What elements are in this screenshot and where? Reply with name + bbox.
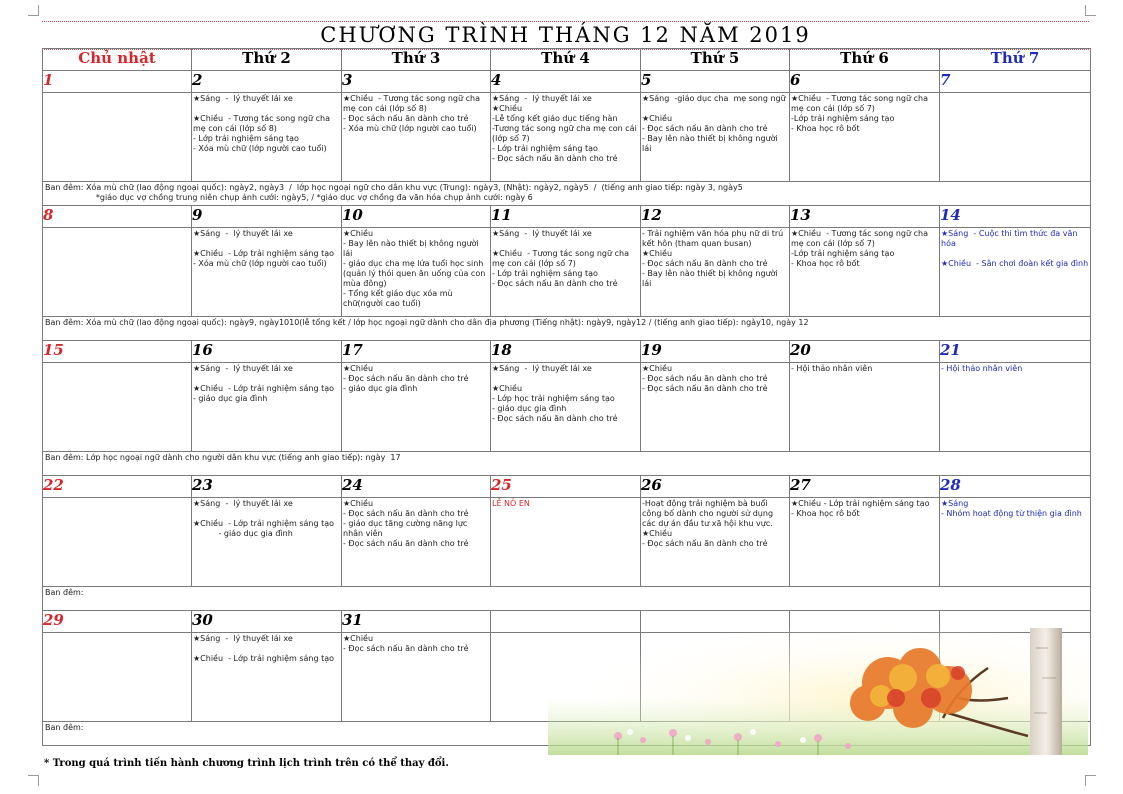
day-cell bbox=[43, 93, 192, 182]
day-activities: ★Sáng - lý thuyết lái xe ★Chiều - Lớp trải nghiệm sáng tạo bbox=[193, 634, 335, 663]
day-activities: ★Sáng - lý thuyết lái xe ★Chiều - Tương tác song ngữ cha mẹ con cái (lớp số 8) - Lớp trải nghiệm sáng tạo - Xóa mù chữ (lớp người cao tuổi) bbox=[193, 94, 330, 153]
date-number: 16 bbox=[192, 341, 342, 363]
weekday-header-row bbox=[43, 49, 1091, 71]
evening-schedule: Ban đêm: Lớp học ngoại ngữ dành cho người dân khu vực (tiếng anh giao tiếp): ngày 17 bbox=[45, 453, 401, 462]
day-cell bbox=[192, 498, 342, 587]
day-activities: ★Chiều - Đọc sách nấu ăn dành cho trẻ - giáo dục gia đình bbox=[343, 364, 469, 393]
day-cell bbox=[342, 93, 491, 182]
day-cell bbox=[641, 228, 790, 317]
day-cell bbox=[790, 498, 940, 587]
day-activities: ★Sáng - Cuộc thi tìm thức đa văn hóa ★Chiều - Sân chơi đoàn kết gia đình bbox=[941, 229, 1089, 268]
day-activities: ★Chiều - Đọc sách nấu ăn dành cho trẻ - giáo dục tăng cường năng lực nhân viên - Đọc sách nấu ăn dành cho trẻ bbox=[343, 499, 469, 548]
date-number: 6 bbox=[790, 71, 940, 93]
date-number: 31 bbox=[342, 611, 491, 633]
day-cell bbox=[491, 498, 641, 587]
day-activities bbox=[641, 633, 789, 634]
date-number bbox=[940, 611, 1091, 633]
date-number bbox=[491, 611, 641, 633]
evening-schedule: Ban đêm: Xóa mù chữ (lao động ngoại quốc): ngày9, ngày1010(lễ tổng kết / lớp học ngoại ngữ dành cho dân địa phương (Tiếng nhật): ngày9, ngày12 / (tiếng anh giao tiếp): ngày10, ngày 12 bbox=[45, 318, 809, 327]
date-row bbox=[43, 341, 1091, 363]
day-cell bbox=[940, 498, 1091, 587]
evening-schedule: Ban đêm: bbox=[45, 588, 84, 597]
day-activities: LỄ NÔ EN bbox=[492, 499, 530, 508]
date-number: 30 bbox=[192, 611, 342, 633]
day-activities bbox=[491, 633, 640, 634]
day-activities: - Hội thảo nhân viên bbox=[791, 364, 873, 373]
day-cell bbox=[641, 363, 790, 452]
day-cell bbox=[491, 228, 641, 317]
day-activities: ★Chiều - Tương tác song ngữ cha mẹ con cái (lớp số 7) -Lớp trải nghiệm sáng tạo - Khoa học rô bốt bbox=[791, 94, 928, 133]
day-activities: ★Sáng -giáo dục cha mẹ song ngữ ★Chiều - Đọc sách nấu ăn dành cho trẻ - Bay lên nào thiết bị không người lái bbox=[642, 94, 786, 153]
activity-row bbox=[43, 633, 1091, 722]
date-number: 15 bbox=[43, 341, 192, 363]
day-activities: ★Sáng - lý thuyết lái xe ★Chiều - Lớp trải nghiệm sáng tạo - giáo dục gia đình bbox=[193, 364, 335, 403]
day-cell bbox=[43, 228, 192, 317]
activity-row bbox=[43, 498, 1091, 587]
day-activities: ★Sáng - Nhóm hoạt động từ thiện gia đình bbox=[941, 499, 1082, 518]
day-activities: - Hội thảo nhân viên bbox=[941, 364, 1023, 373]
page-title: CHƯƠNG TRÌNH THÁNG 12 NĂM 2019 bbox=[42, 21, 1089, 50]
day-activities: ★Sáng - lý thuyết lái xe ★Chiều - Lớp học trải nghiệm sáng tạo - giáo dục gia đình - Đọc sách nấu ăn dành cho trẻ bbox=[492, 364, 618, 423]
day-activities: ★Chiều - Bay lên nào thiết bị không người lái - giáo dục cha mẹ lứa tuổi học sinh (quản lý thói quen ăn uống của con mùa đông) - Tổng kết giáo dục xóa mù chữ(người cao tuổi) bbox=[343, 229, 486, 308]
day-activities: ★Sáng - lý thuyết lái xe ★Chiều - Lớp trải nghiệm sáng tạo - giáo dục gia đình bbox=[193, 499, 335, 538]
date-number: 26 bbox=[641, 476, 790, 498]
weekday-header: Chủ nhật bbox=[43, 49, 192, 71]
date-number bbox=[790, 611, 940, 633]
date-number: 19 bbox=[641, 341, 790, 363]
day-cell bbox=[641, 498, 790, 587]
crop-mark-bottom-left bbox=[28, 775, 39, 786]
weekday-header: Thứ 5 bbox=[641, 49, 790, 71]
weekday-header: Thứ 6 bbox=[790, 49, 940, 71]
weekday-header: Thứ 4 bbox=[491, 49, 641, 71]
evening-cell bbox=[43, 452, 1091, 476]
date-number: 21 bbox=[940, 341, 1091, 363]
day-cell bbox=[491, 633, 641, 722]
evening-row bbox=[43, 722, 1091, 746]
date-number: 17 bbox=[342, 341, 491, 363]
day-cell bbox=[641, 93, 790, 182]
date-number: 3 bbox=[342, 71, 491, 93]
day-activities: ★Chiều - Tương tác song ngữ cha mẹ con cái (lớp số 8) - Đọc sách nấu ăn dành cho trẻ - Xóa mù chữ (lớp người cao tuổi) bbox=[343, 94, 480, 133]
activity-row bbox=[43, 93, 1091, 182]
date-row bbox=[43, 476, 1091, 498]
day-activities bbox=[43, 93, 191, 94]
evening-cell bbox=[43, 587, 1091, 611]
day-cell bbox=[342, 498, 491, 587]
date-number: 5 bbox=[641, 71, 790, 93]
weekday-header: Thứ 7 bbox=[940, 49, 1091, 71]
day-cell bbox=[491, 93, 641, 182]
calendar-table bbox=[42, 48, 1091, 746]
date-number: 29 bbox=[43, 611, 192, 633]
day-cell bbox=[342, 363, 491, 452]
day-cell bbox=[43, 498, 192, 587]
day-activities bbox=[43, 633, 191, 634]
day-cell bbox=[192, 363, 342, 452]
day-activities: ★Chiều - Tương tác song ngữ cha mẹ con cái (lớp số 7) -Lớp trải nghiệm sáng tạo - Khoa học rô bốt bbox=[791, 229, 928, 268]
day-cell bbox=[940, 633, 1091, 722]
day-activities: ★Chiều - Đọc sách nấu ăn dành cho trẻ - Đọc sách nấu ăn dành cho trẻ bbox=[642, 364, 768, 393]
evening-cell bbox=[43, 722, 1091, 746]
day-activities bbox=[790, 633, 939, 634]
day-cell bbox=[192, 93, 342, 182]
evening-row bbox=[43, 182, 1091, 206]
evening-row bbox=[43, 452, 1091, 476]
date-number: 2 bbox=[192, 71, 342, 93]
footnote: * Trong quá trình tiến hành chương trình lịch trình trên có thể thay đổi. bbox=[44, 758, 449, 769]
day-cell bbox=[641, 633, 790, 722]
day-activities: ★Sáng - lý thuyết lái xe ★Chiều - Lớp trải nghiệm sáng tạo - Xóa mù chữ (lớp người cao tuổi) bbox=[193, 229, 335, 268]
crop-mark-top-left bbox=[28, 5, 39, 16]
date-number: 25 bbox=[491, 476, 641, 498]
date-number: 20 bbox=[790, 341, 940, 363]
day-activities bbox=[940, 633, 1090, 634]
day-cell bbox=[342, 633, 491, 722]
date-row bbox=[43, 71, 1091, 93]
day-activities: ★Chiều - Đọc sách nấu ăn dành cho trẻ bbox=[343, 634, 469, 653]
date-number: 10 bbox=[342, 206, 491, 228]
day-cell bbox=[192, 228, 342, 317]
day-cell bbox=[790, 363, 940, 452]
date-number: 27 bbox=[790, 476, 940, 498]
activity-row bbox=[43, 363, 1091, 452]
day-activities bbox=[43, 228, 191, 229]
date-number: 24 bbox=[342, 476, 491, 498]
day-activities bbox=[940, 93, 1090, 94]
date-number: 7 bbox=[940, 71, 1091, 93]
date-number: 12 bbox=[641, 206, 790, 228]
day-activities: ★Chiều - Lớp trải nghiệm sáng tạo - Khoa học rô bốt bbox=[791, 499, 930, 518]
evening-schedule: Ban đêm: Xóa mù chữ (lao động ngoại quốc): ngày2, ngày3 / lớp học ngoại ngữ cho dân khu vực (Trung): ngày3, (Nhật): ngày2, ngày5 / (tiếng anh giao tiếp: ngày 3, ngày5 *giáo dục vợ chồng trung niên chụp ảnh cưới: ngày5, / *giáo dục vợ chồng đa văn hóa chụp ảnh cưới: ngày 6 bbox=[45, 183, 743, 202]
day-activities bbox=[43, 498, 191, 499]
day-cell bbox=[491, 363, 641, 452]
day-cell bbox=[43, 633, 192, 722]
date-number: 8 bbox=[43, 206, 192, 228]
day-cell bbox=[940, 363, 1091, 452]
crop-mark-top-right bbox=[1085, 5, 1096, 16]
evening-row bbox=[43, 317, 1091, 341]
date-number: 28 bbox=[940, 476, 1091, 498]
date-number: 14 bbox=[940, 206, 1091, 228]
day-cell bbox=[43, 363, 192, 452]
day-cell bbox=[790, 633, 940, 722]
day-cell bbox=[342, 228, 491, 317]
date-number bbox=[641, 611, 790, 633]
activity-row bbox=[43, 228, 1091, 317]
day-cell bbox=[940, 93, 1091, 182]
date-number: 11 bbox=[491, 206, 641, 228]
day-activities: -Hoạt động trải nghiệm bà buổi công bố dành cho người sử dụng các dự án đầu tư xã hội khu vực. ★Chiều - Đọc sách nấu ăn dành cho trẻ bbox=[642, 499, 774, 548]
crop-mark-bottom-right bbox=[1085, 775, 1096, 786]
evening-row bbox=[43, 587, 1091, 611]
date-number: 4 bbox=[491, 71, 641, 93]
evening-cell bbox=[43, 317, 1091, 341]
day-activities: ★Sáng - lý thuyết lái xe ★Chiều -Lễ tổng kết giáo dục tiếng hàn -Tương tác song ngữ cha mẹ con cái (lớp số 7) - Lớp trải nghiệm sáng tạo - Đọc sách nấu ăn dành cho trẻ bbox=[492, 94, 637, 163]
date-number: 9 bbox=[192, 206, 342, 228]
day-cell bbox=[940, 228, 1091, 317]
date-row bbox=[43, 611, 1091, 633]
date-number: 13 bbox=[790, 206, 940, 228]
day-activities bbox=[43, 363, 191, 364]
date-number: 1 bbox=[43, 71, 192, 93]
date-number: 22 bbox=[43, 476, 192, 498]
date-number: 18 bbox=[491, 341, 641, 363]
day-activities: - Trải nghiệm văn hóa phụ nữ di trú kết hôn (tham quan busan) ★Chiều - Đọc sách nấu ăn dành cho trẻ - Bay lên nào thiết bị không người lái bbox=[642, 229, 784, 288]
day-cell bbox=[192, 633, 342, 722]
evening-schedule: Ban đêm: bbox=[45, 723, 84, 732]
day-activities: ★Sáng - lý thuyết lái xe ★Chiều - Tương tác song ngữ cha mẹ con cái (lớp số 7) - Lớp trải nghiệm sáng tạo - Đọc sách nấu ăn dành cho trẻ bbox=[492, 229, 629, 288]
date-row bbox=[43, 206, 1091, 228]
day-cell bbox=[790, 228, 940, 317]
evening-cell bbox=[43, 182, 1091, 206]
weekday-header: Thứ 2 bbox=[192, 49, 342, 71]
date-number: 23 bbox=[192, 476, 342, 498]
weekday-header: Thứ 3 bbox=[342, 49, 491, 71]
day-cell bbox=[790, 93, 940, 182]
